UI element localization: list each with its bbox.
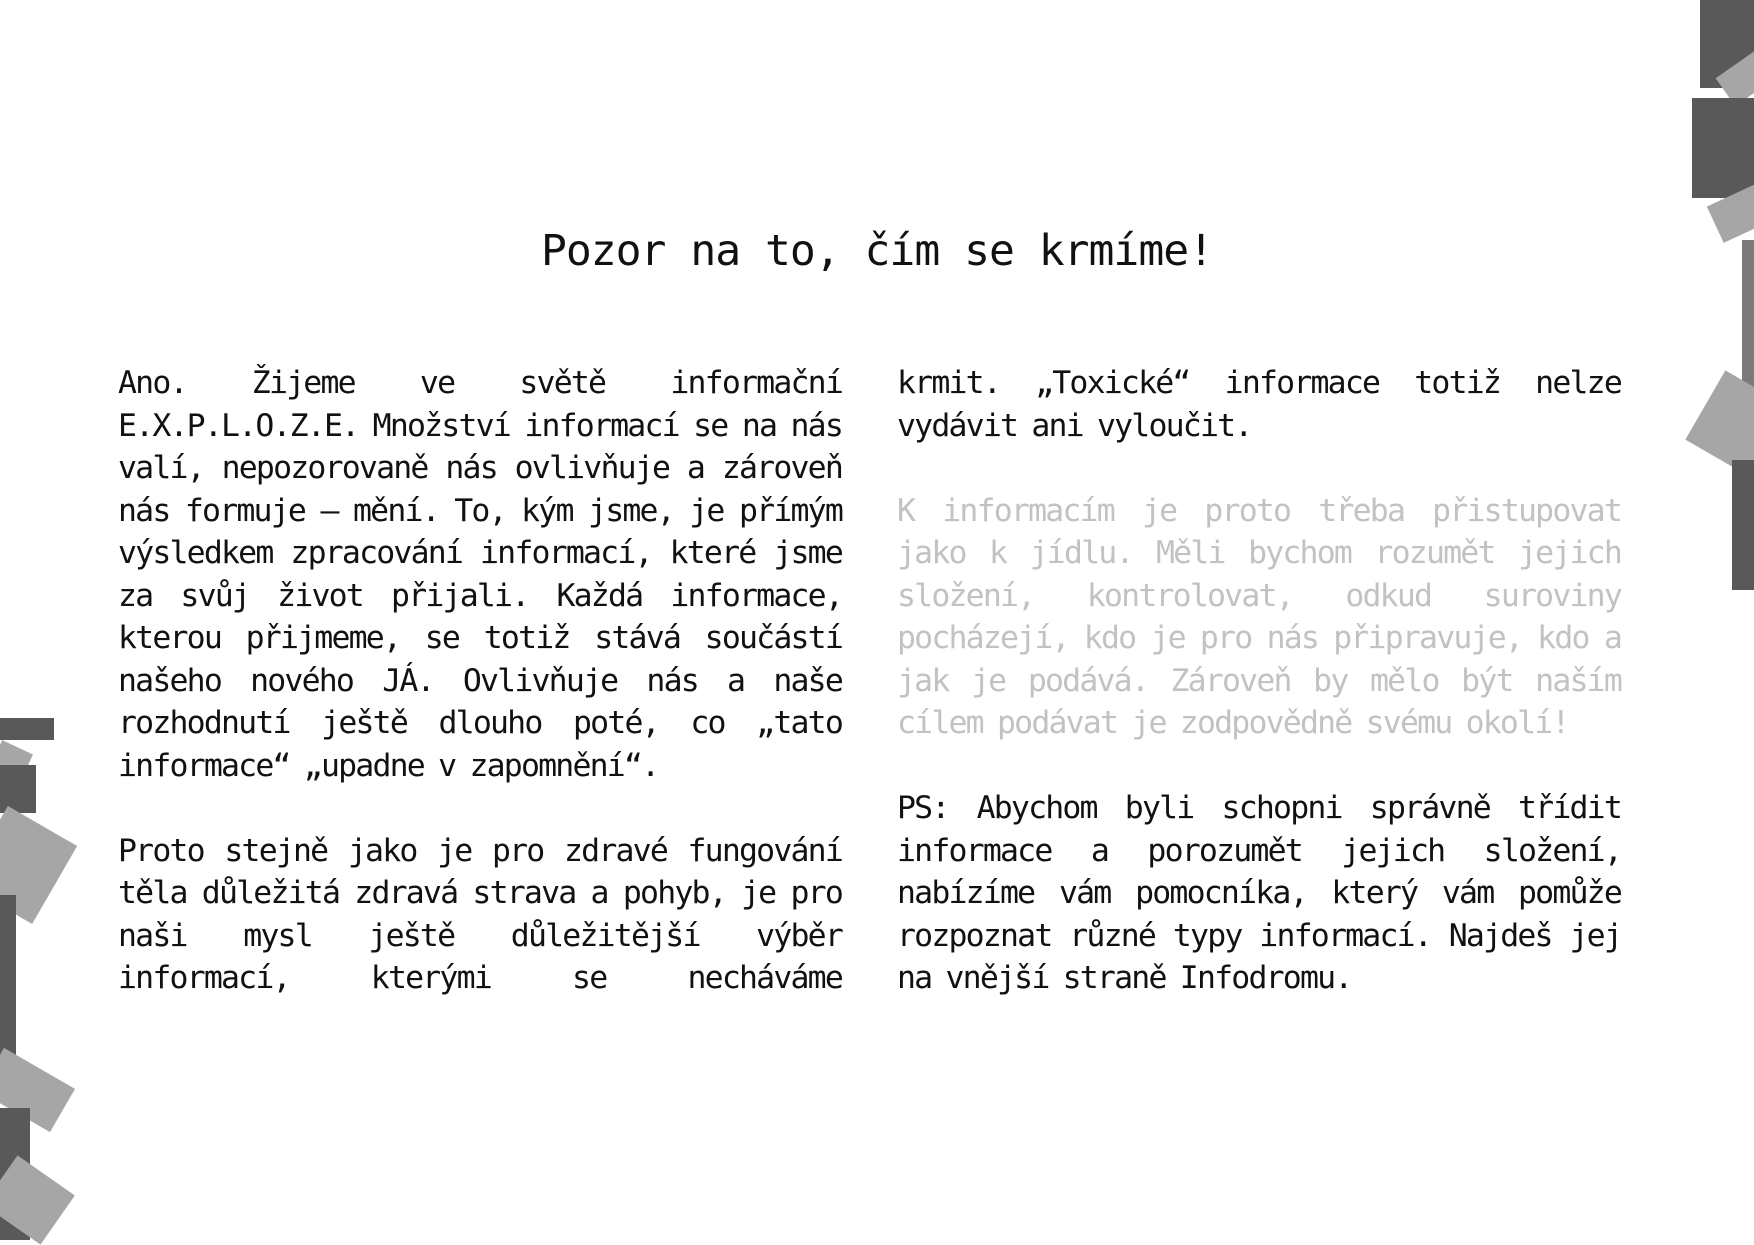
right-paragraph-2-faded: K informacím je proto třeba přistupovat jako k jídlu. Měli bychom rozumět jejich složení, kontrolovat, odkud suroviny pocházejí, kdo je pro nás připravuje, kdo a jak je podává. Zároveň by mělo být naším cílem podávat je zodpovědně svému okolí! <box>897 492 1621 741</box>
paragraph-spacer <box>118 787 842 830</box>
left-paragraph-1: Ano. Žijeme ve světě informační E.X.P.L.O.Z.E. Množství informací se na nás valí, nepozorovaně nás ovlivňuje a zároveň nás formuje – mění. To, kým jsme, je přímým výsledkem zpracování informací, které jsme za svůj život přijali. Každá informace, kterou přijmeme, se totiž stává součástí našeho nového JÁ. Ovlivňuje nás a naše rozhodnutí ještě dlouho poté, co „tato informace“ „upadne v zapomnění“. <box>118 365 842 784</box>
left-paragraph-2: Proto stejně jako je pro zdravé fungování těla důležitá zdravá strava a pohyb, je pro naši mysl ještě důležitější výběr informací, kterými se necháváme <box>118 832 842 996</box>
left-column <box>118 362 842 1000</box>
decor-bar-left-1 <box>0 718 54 740</box>
paragraph-spacer <box>897 745 1621 788</box>
paragraph-spacer <box>897 447 1621 490</box>
decor-square-left-3 <box>0 765 36 813</box>
right-column <box>897 362 1621 1000</box>
decor-square-right-3 <box>1692 98 1754 198</box>
right-paragraph-1: krmit. „Toxické“ informace totiž nelze vydávit ani vyloučit. <box>897 365 1621 444</box>
page-title: Pozor na to, čím se krmíme! <box>541 226 1213 276</box>
right-paragraph-3-ps: PS: Abychom byli schopni správně třídit informace a porozumět jejich složení, nabízíme vám pomocníka, který vám pomůže rozpoznat různé typy informací. Najdeš jej na vnější straně Infodromu. <box>897 790 1621 996</box>
decor-bar-right-7 <box>1732 460 1754 590</box>
decor-bar-left-5 <box>0 895 16 1055</box>
